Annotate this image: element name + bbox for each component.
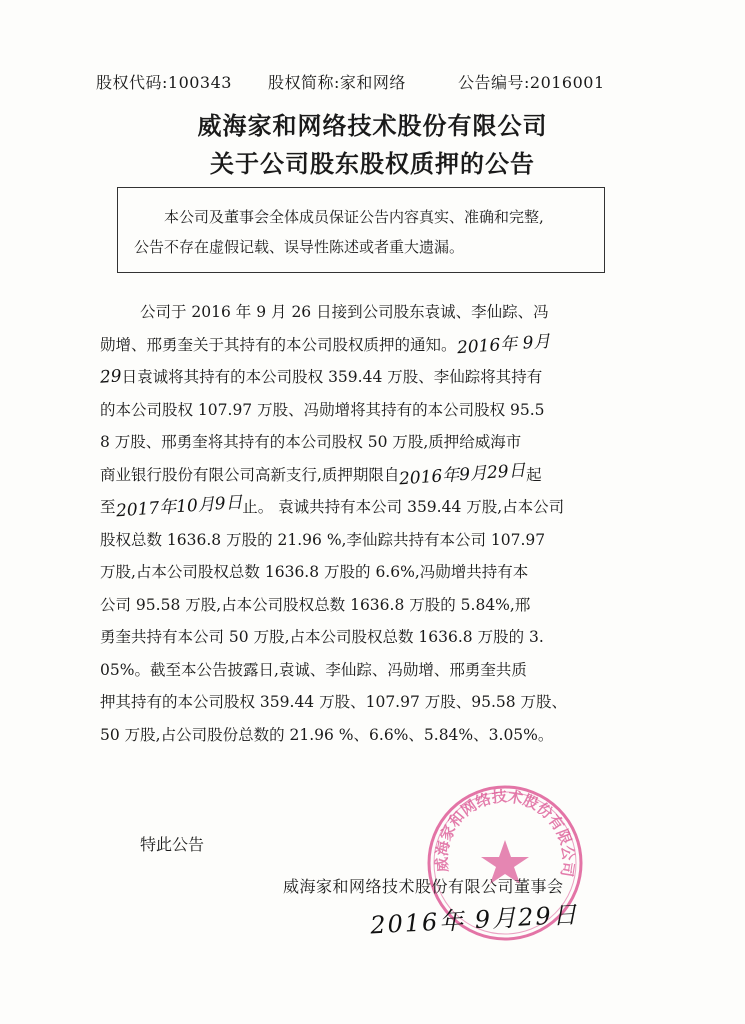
handwritten-sign-date: 2016年 9月29日: [369, 900, 580, 940]
body-text: 05%。截至本公告披露日,袁诚、李仙踪、冯勋增、邢勇奎共质: [100, 660, 527, 679]
body-line: [100, 556, 648, 589]
body-text: 50 万股,占公司股份总数的 21.96 %、6.6%、5.84%、3.05%。: [100, 725, 554, 744]
body-text: 勇奎共持有本公司 50 万股,占本公司股权总数 1636.8 万股的 3.: [100, 628, 544, 646]
body-line: [100, 621, 648, 654]
body-line: [100, 361, 648, 394]
disclaimer-line-2: 公告不存在虚假记载、误导性陈述或者重大遗漏。: [134, 238, 465, 256]
body-text: 公司 95.58 万股,占本公司股权总数 1636.8 万股的 5.84%,邢: [100, 595, 531, 614]
signer-name: 威海家和网络技术股份有限公司董事会: [283, 877, 564, 896]
body-line: [100, 296, 648, 329]
body-line: [100, 686, 648, 719]
body-line: [100, 394, 648, 427]
company-title: 威海家和网络技术股份有限公司: [197, 112, 548, 140]
body-line: [100, 524, 648, 557]
handwritten-day: 29: [99, 366, 123, 388]
announcement-title: 关于公司股东股权质押的公告: [210, 150, 535, 178]
body-text: 商业银行股份有限公司高新支行,质押期限自: [100, 465, 400, 484]
announcement-number: 公告编号:2016001: [458, 73, 605, 92]
body-text: 公司于 2016 年 9 月 26 日接到公司股东袁诚、李仙踪、冯: [140, 303, 549, 321]
body-text: 股权总数 1636.8 万股的 21.96 %,李仙踪共持有本公司 107.97: [100, 530, 546, 549]
body-text: 押其持有的本公司股权 359.44 万股、107.97 万股、95.58 万股、: [100, 693, 568, 711]
body-line: [100, 589, 648, 622]
handwritten-start-date: 2016年9月29日: [398, 460, 527, 489]
body-text: 万股,占本公司股权总数 1636.8 万股的 6.6%,冯勋增共持有本: [100, 563, 529, 581]
body-text: 日袁诚将其持有的本公司股权 359.44 万股、李仙踪将其持有: [121, 368, 543, 386]
body-line: [100, 491, 648, 524]
body-line: [100, 459, 648, 492]
stock-code: 股权代码:100343: [96, 73, 232, 92]
handwritten-date: 2016年 9月: [455, 331, 551, 358]
document-header: [96, 70, 656, 93]
disclaimer-line-1: 本公司及董事会全体成员保证公告内容真实、准确和完整,: [164, 208, 544, 226]
body-text: 至: [100, 498, 116, 516]
svg-text:威海家和网络技术股份有限公司: 威海家和网络技术股份有限公司: [432, 787, 578, 879]
body-text: 8 万股、邢勇奎将其持有的本公司股权 50 万股,质押给威海市: [100, 433, 522, 451]
stock-abbreviation: 股权简称:家和网络: [268, 73, 406, 92]
closing-remark: 特此公告: [140, 835, 205, 854]
body-text: 勋增、邢勇奎关于其持有的本公司股权质押的通知。: [100, 335, 457, 354]
disclaimer-box: [117, 187, 605, 273]
body-line: [100, 654, 648, 687]
body-line: [100, 426, 648, 459]
body-text: 的本公司股权 107.97 万股、冯勋增将其持有的本公司股权 95.5: [100, 400, 545, 419]
body-text: 止。 袁诚共持有本公司 359.44 万股,占本公司: [242, 498, 565, 516]
body-text: 起: [526, 465, 542, 484]
body-line: [100, 329, 648, 362]
announcement-body: [100, 296, 648, 751]
handwritten-end-date: 2017年10月9日: [114, 492, 243, 522]
body-line: [100, 719, 648, 752]
